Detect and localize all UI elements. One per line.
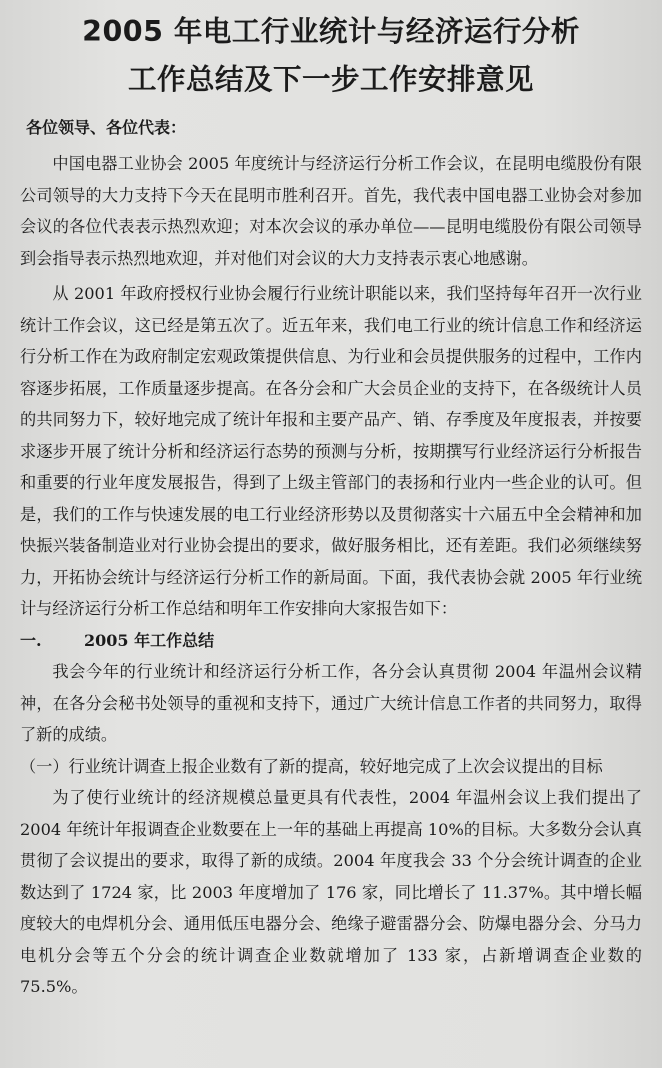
- opening-paragraph: 中国电器工业协会 2005 年度统计与经济运行分析工作会议，在昆明电缆股份有限公司领导的大力支持下今天在昆明市胜利召开。首先，我代表中国电器工业协会对参加会议的各位代表表示热烈欢迎；对本次会议的承办单位——昆明电缆股份有限公司领导到会指导表示热烈地欢迎，并对他们对会议的大力支持表示衷心地感谢。: [20, 154, 642, 268]
- section-1-paragraph: 我会今年的行业统计和经济运行分析工作，各分会认真贯彻 2004 年温州会议精神，在各分会秘书处领导的重视和支持下，通过广大统计信息工作者的共同努力，取得了新的成绩。: [20, 662, 642, 744]
- background-paragraph: 从 2001 年政府授权行业协会履行行业统计职能以来，我们坚持每年召开一次行业统计工作会议，这已经是第五次了。近五年来，我们电工行业的统计信息工作和经济运行分析工作在为政府制定宏观政策提供信息、为行业和会员提供服务的过程中，工作内容逐步拓展，工作质量逐步提高。在各分会和广大会员企业的支持下，在各级统计人员的共同努力下，较好地完成了统计年报和主要产品产、销、存季度及年度报表，并按要求逐步开展了统计分析和经济运行态势的预测与分析，按期撰写行业经济运行分析报告和重要的行业年度发展报告，得到了上级主管部门的表扬和行业内一些企业的认可。但是，我们的工作与快速发展的电工行业经济形势以及贯彻落实十六届五中全会精神和加快振兴装备制造业对行业协会提出的要求，做好服务相比，还有差距。我们必须继续努力，开拓协会统计与经济运行分析工作的新局面。下面，我代表协会就 2005 年行业统计与经济运行分析工作总结和明年工作安排向大家报告如下：: [20, 284, 642, 618]
- subsection-1-heading: （一）行业统计调查上报企业数有了新的提高，较好地完成了上次会议提出的目标: [20, 756, 603, 776]
- section-1-heading: [20, 625, 642, 657]
- section-1-number: 一.: [20, 630, 42, 650]
- document-title-line-2: 工作总结及下一步工作安排意见: [127, 63, 534, 96]
- subsection-1-paragraph: 为了使行业统计的经济规模总量更具有代表性，2004 年温州会议上我们提出了 2004 年统计年报调查企业数要在上一年的基础上再提高 10%的目标。大多数分会认真贯彻了会议提出的要求，取得了新的成绩。2004 年度我会 33 个分会统计调查的企业数达到了 1724 家，比 2003 年度增加了 176 家，同比增长了 11.37%。其中增长幅度较大的电焊机分会、通用低压电器分会、绝缘子避雷器分会、防爆电器分会、分马力电机分会等五个分会的统计调查企业数就增加了 133 家，占新增调查企业数的 75.5%。: [20, 788, 642, 996]
- salutation: 各位领导、各位代表：: [26, 118, 187, 137]
- document-title-line-1: 2005 年电工行业统计与经济运行分析: [82, 15, 580, 48]
- section-1-title: 2005 年工作总结: [84, 630, 215, 650]
